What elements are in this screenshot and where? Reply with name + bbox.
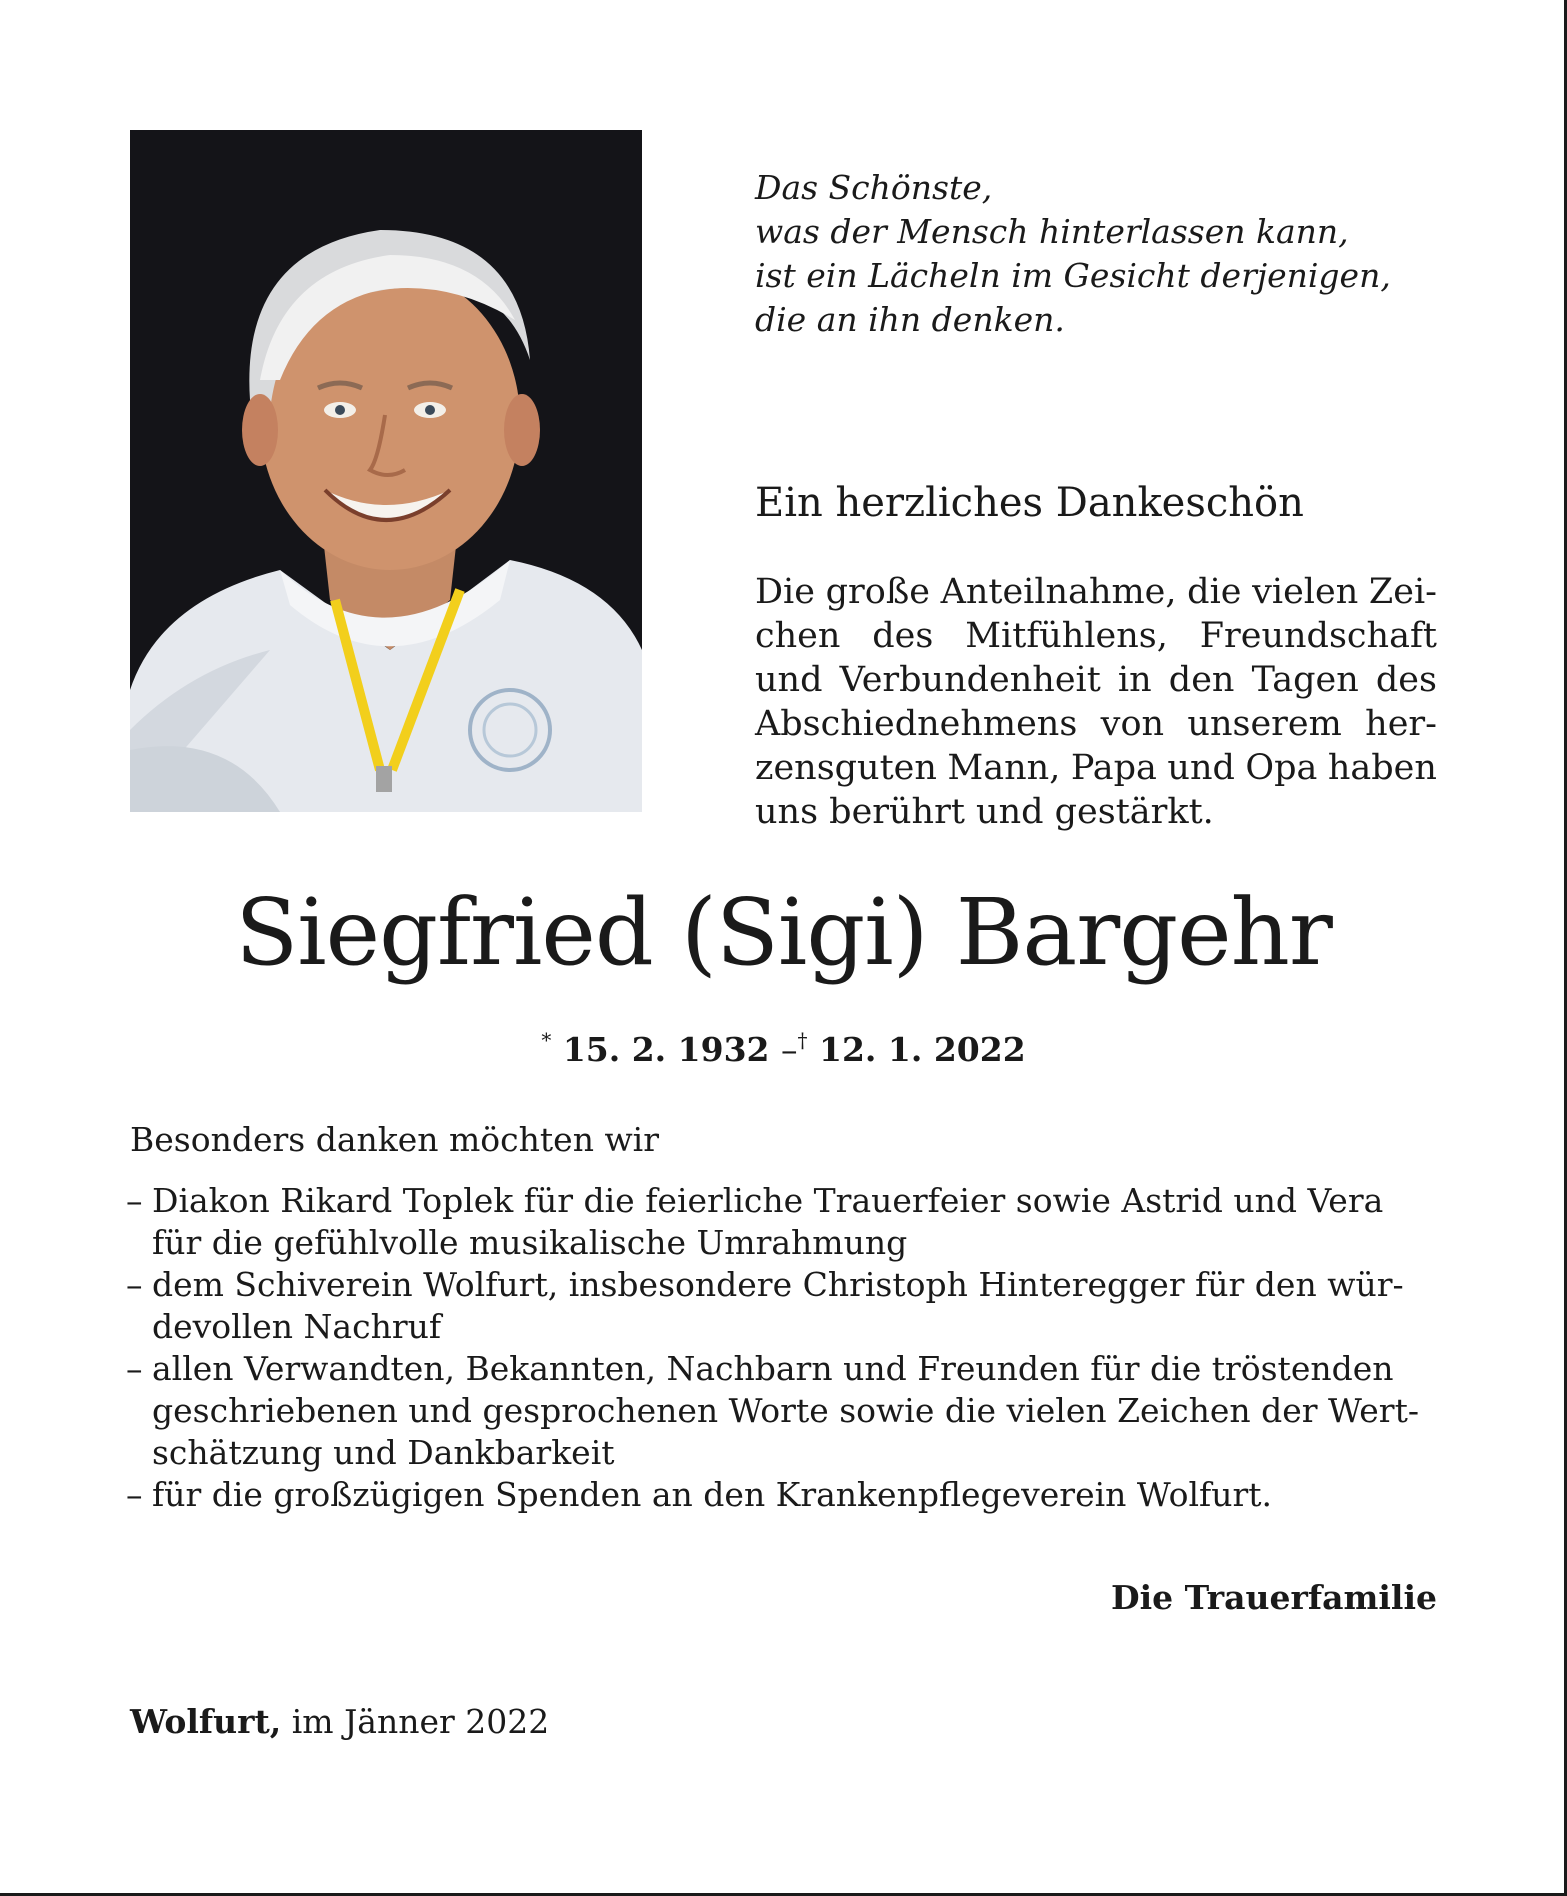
thanks-word: und — [1167, 748, 1235, 788]
thanks-word: unserem — [1187, 704, 1342, 744]
deceased-name: Siegfried (Sigi) Bargehr — [235, 879, 1332, 986]
quote-line: ist ein Lächeln im Gesicht derjenigen, — [755, 256, 1391, 295]
thanks-word: Tagen — [1251, 660, 1359, 700]
thanks-word: von — [1100, 704, 1165, 744]
list-item — [126, 1180, 1438, 1264]
death-date: 12. 1. 2022 — [819, 1030, 1026, 1069]
thanks-word: Verbundenheit — [839, 660, 1101, 700]
thanks-word: her- — [1365, 704, 1437, 744]
thanks-word: Papa — [1070, 748, 1157, 788]
thanks-word: des — [872, 616, 934, 656]
quote-line: Das Schönste, — [755, 168, 993, 207]
list-dash: – — [126, 1475, 143, 1514]
list-dash: – — [126, 1181, 143, 1220]
place-town: Wolfurt, — [130, 1702, 282, 1741]
special-thanks-intro: Besonders danken möchten wir — [130, 1120, 660, 1159]
thanks-word: Anteilnahme, — [940, 572, 1177, 612]
thanks-word: Freundschaft — [1199, 616, 1437, 656]
thanks-word: zensguten — [755, 748, 937, 788]
quote-line: die an ihn denken. — [755, 300, 1065, 339]
thanks-word: in — [1117, 660, 1152, 700]
thanks-line — [755, 614, 1437, 658]
thanks-heading: Ein herzliches Dankeschön — [755, 480, 1304, 526]
thanks-line — [755, 702, 1437, 746]
list-dash: – — [126, 1349, 143, 1388]
special-thanks-list — [126, 1180, 1438, 1516]
date-separator: – — [781, 1030, 798, 1069]
thanks-word: große — [825, 572, 930, 612]
thanks-paragraph — [755, 570, 1437, 834]
place-date-text: im Jänner 2022 — [291, 1702, 550, 1741]
thanks-line: uns berührt und gestärkt. — [755, 792, 1214, 832]
thanks-word: Mitfühlens, — [965, 616, 1168, 656]
thanks-word: Mann, — [947, 748, 1061, 788]
thanks-word: Zei- — [1368, 572, 1437, 612]
thanks-word: die — [1187, 572, 1242, 612]
death-symbol: † — [797, 1028, 808, 1052]
quote-line: was der Mensch hinterlassen kann, — [755, 212, 1349, 251]
thanks-word: vielen — [1252, 572, 1359, 612]
portrait-photo — [130, 130, 642, 812]
list-item — [126, 1348, 1438, 1474]
signature: Die Trauerfamilie — [1110, 1578, 1437, 1617]
thanks-word: den — [1168, 660, 1235, 700]
thanks-word: chen — [755, 616, 841, 656]
list-item-line: dem Schiverein Wolfurt, insbesondere Christoph Hinteregger für den wür- — [152, 1265, 1404, 1304]
memorial-quote — [755, 166, 1455, 342]
list-dash: – — [126, 1265, 143, 1304]
thanks-word: Die — [755, 572, 815, 612]
life-dates — [0, 1018, 1567, 1072]
thanks-word: des — [1375, 660, 1437, 700]
thanks-line — [755, 746, 1437, 790]
list-item-line: schätzung und Dankbarkeit — [152, 1433, 615, 1472]
list-item-line: Diakon Rikard Toplek für die feierliche Trauerfeier sowie Astrid und Vera — [152, 1181, 1384, 1220]
list-item-line: allen Verwandten, Bekannten, Nachbarn und Freunden für die tröstenden — [152, 1349, 1394, 1388]
list-item-line: für die großzügigen Spenden an den Krankenpflegeverein Wolfurt. — [152, 1475, 1273, 1514]
birth-date: 15. 2. 1932 — [562, 1030, 770, 1069]
list-item — [126, 1264, 1438, 1348]
list-item-line: für die gefühlvolle musikalische Umrahmung — [152, 1223, 908, 1262]
thanks-word: und — [755, 660, 823, 700]
thanks-word: haben — [1327, 748, 1437, 788]
thanks-line — [755, 658, 1437, 702]
list-item-line: devollen Nachruf — [152, 1307, 442, 1346]
place-date — [130, 1700, 549, 1744]
list-item-line: geschriebenen und gesprochenen Worte sowie die vielen Zeichen der Wert- — [152, 1391, 1419, 1430]
thanks-line — [755, 570, 1437, 614]
list-item — [126, 1474, 1438, 1516]
birth-symbol: * — [541, 1028, 552, 1052]
thanks-word: Opa — [1245, 748, 1318, 788]
thanks-word: Abschiednehmens — [755, 704, 1078, 744]
